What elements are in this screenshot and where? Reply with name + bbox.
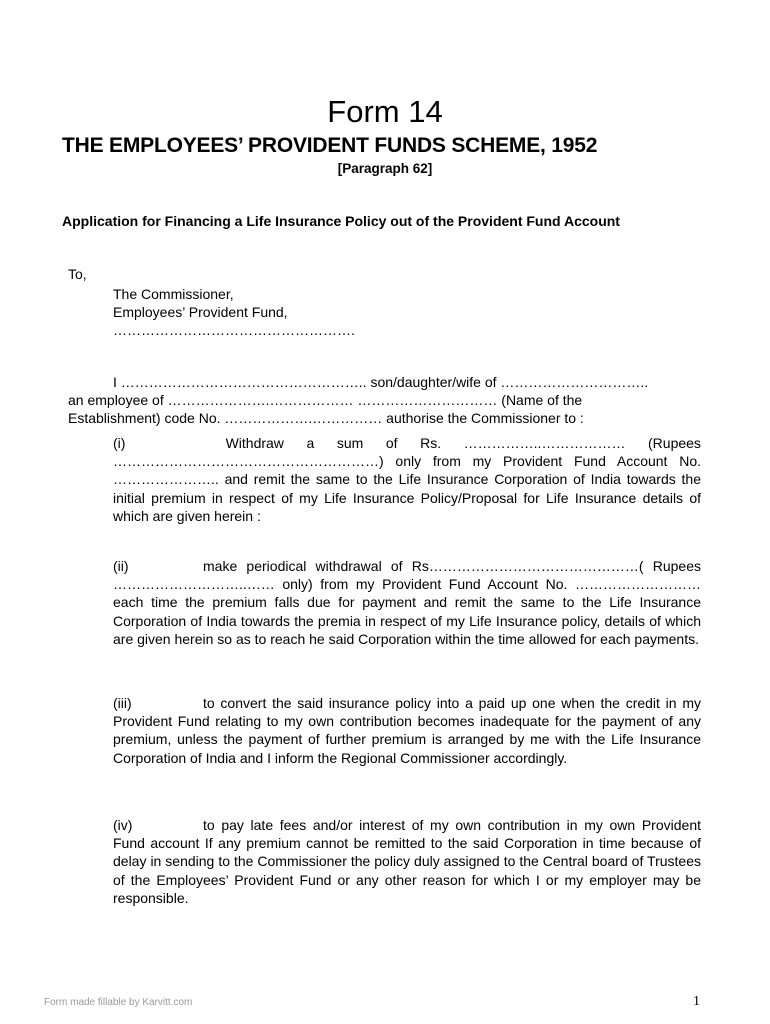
item-iv-text: to pay late fees and/or interest of my own contribution in my own Provident Fund account If any premium cannot be remitted to the said Corporation in time because of delay in sending to the Commissioner the policy duly assigned to the Central board of Trustees of the Employees’ Provident Fund or any other reason for which I or my employer may be responsible.	[113, 817, 701, 906]
item-i-word: sum	[336, 435, 364, 451]
item-ii-text: make periodical withdrawal of Rs………………………………………( Rupees ………………………..…… only) from my Provident Fund Account No. ……………………… each time the premium falls due for payment and remit the same to the Life Insurance Corporation of India towards the premia in respect of my Life Insurance policy, details of which are given herein so as to reach he said Corporation within the time allowed for each payments.	[113, 558, 701, 647]
item-iv	[113, 816, 701, 907]
page-number: 1	[693, 994, 700, 1009]
item-i-word: (Rupees	[648, 435, 701, 451]
scheme-title: THE EMPLOYEES’ PROVIDENT FUNDS SCHEME, 1952	[62, 134, 598, 157]
form-title: Form 14	[327, 94, 443, 129]
item-i-word: of	[385, 435, 398, 451]
item-i	[113, 434, 701, 525]
item-iii	[113, 694, 701, 767]
declaration-line-2: an employee of ………………….……………… ………………………… (Name of the	[68, 392, 583, 408]
item-ii-number: (ii)	[113, 558, 129, 574]
paragraph-reference: [Paragraph 62]	[337, 161, 433, 176]
item-i-word: Withdraw	[225, 435, 284, 451]
address-to: To,	[68, 266, 87, 282]
address-blank-field: …………………………………………….	[113, 322, 355, 338]
application-heading: Application for Financing a Life Insurance Policy out of the Provident Fund Account	[62, 213, 620, 229]
item-i-word: a	[306, 435, 315, 451]
address-line-fund: Employees’ Provident Fund,	[113, 304, 288, 320]
declaration-line-3: Establishment) code No. ……………….…………… authorise the Commissioner to :	[68, 410, 584, 426]
item-iv-number: (iv)	[113, 817, 133, 833]
item-i-word: ……………..………………	[463, 435, 626, 451]
item-i-number: (i)	[113, 435, 126, 451]
item-i-text: …………………………………………………) only from my Provident Fund Account No. ………………….. and remit the same to the Life Insurance Corporation of India towards the initial premium in respect of my Life Insurance Policy/Proposal for Life Insurance details of which are given herein :	[113, 453, 701, 524]
item-iii-text: to convert the said insurance policy into a paid up one when the credit in my Provident Fund relating to my own contribution becomes inadequate for the payment of any premium, unless the payment of further premium is arranged by me with the Life Insurance Corporation of India and I inform the Regional Commissioner accordingly.	[113, 695, 701, 766]
declaration-line-1: I …………………………………………….. son/daughter/wife of …………………………..	[113, 374, 649, 390]
item-i-word: Rs.	[420, 435, 442, 451]
footer-credit: Form made fillable by Karvitt.com	[44, 997, 193, 1008]
item-i-first-row	[113, 434, 701, 452]
address-line-commissioner: The Commissioner,	[113, 286, 234, 302]
item-ii	[113, 557, 701, 648]
item-iii-number: (iii)	[113, 695, 132, 711]
